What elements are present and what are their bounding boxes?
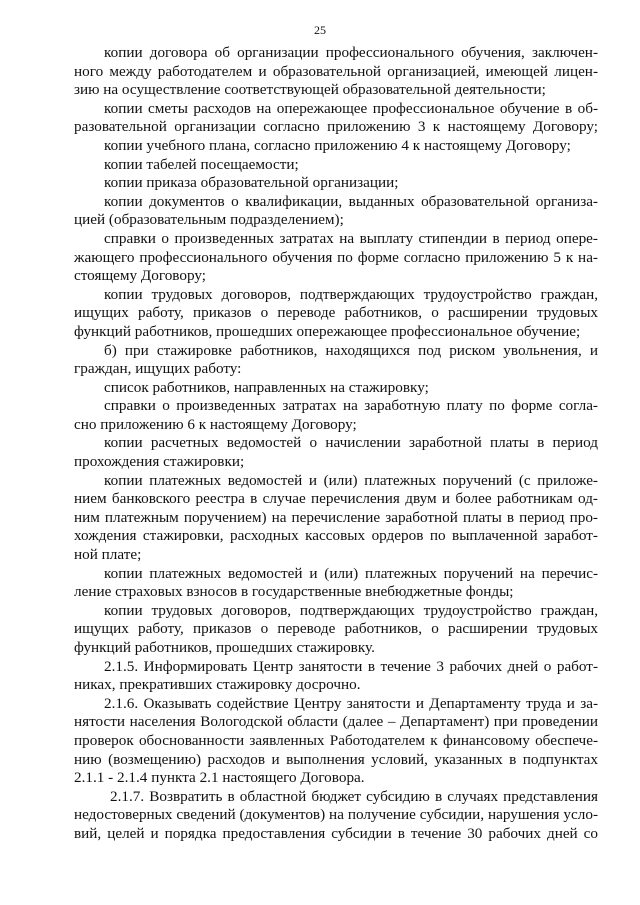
text-line: проверок обоснованности заявленных Работодателем к финансовому обеспече-	[74, 731, 598, 749]
text-line: нию (возмещению) расходов и выполнения условий, указанных в подпунктах	[74, 750, 598, 768]
text-line: функций работников, прошедших опережающее профессиональное обучение;	[74, 322, 581, 340]
text-line: хождения стажировки, расходных кассовых ордеров по выплаченной заработ-	[74, 527, 598, 545]
text-line: ним платежным поручением) на перечисление заработной платы в период про-	[74, 508, 598, 526]
text-line: вий, целей и порядка предоставления субсидии в течение 30 рабочих дней со	[74, 824, 598, 842]
text-line: нием банковского реестра в случае перечисления двум и более работникам од-	[74, 490, 598, 508]
text-line: справки о произведенных затратах на заработную плату по форме согла-	[104, 397, 598, 415]
text-line: разовательной организации согласно приложению 3 к настоящему Договору;	[74, 118, 598, 136]
text-line: сно приложению 6 к настоящему Договору;	[74, 415, 357, 433]
text-line: копии сметы расходов на опережающее профессиональное обучение в об-	[104, 99, 598, 117]
text-line: копии документов о квалификации, выданных образовательной организа-	[104, 192, 598, 210]
text-line: 2.1.5. Информировать Центр занятости в течение 3 рабочих дней о работ-	[104, 657, 598, 675]
text-line: ного между работодателем и образовательной организацией, имеющей лицен-	[74, 62, 598, 80]
text-line: функций работников, прошедших стажировку.	[74, 639, 375, 656]
text-line: граждан, ищущих работу:	[74, 360, 242, 378]
text-line: список работников, направленных на стажировку;	[104, 378, 429, 396]
text-line: копии платежных ведомостей и (или) платежных поручений (с приложе-	[104, 471, 598, 489]
text-line: ищущих работу, приказов о переводе работников, о расширении трудовых	[74, 304, 598, 322]
text-line: 2.1.7. Возвратить в областной бюджет субсидию в случаях представления	[110, 787, 598, 805]
text-line: копии учебного плана, согласно приложению 4 к настоящему Договору;	[104, 136, 571, 154]
document-body	[74, 44, 598, 844]
text-line: цией (образовательным подразделением);	[74, 211, 344, 229]
text-line: зию на осуществление соответствующей образовательной деятельности;	[74, 81, 546, 99]
text-line: недостоверных сведений (документов) на получение субсидии, нарушения усло-	[74, 806, 598, 824]
text-line: ной плате;	[74, 546, 142, 564]
text-line: копии трудовых договоров, подтверждающих трудоустройство граждан,	[104, 285, 598, 303]
text-line: жающего профессионального обучения по форме согласно приложению 5 к на-	[74, 248, 598, 266]
text-line: нятости населения Вологодской области (далее – Департамент) при проведении	[74, 713, 598, 731]
text-line: прохождения стажировки;	[74, 453, 245, 471]
text-line: копии приказа образовательной организации;	[104, 174, 399, 192]
text-line: копии расчетных ведомостей о начислении заработной платы в период	[104, 434, 598, 452]
text-line: копии договора об организации профессионального обучения, заключен-	[104, 44, 598, 61]
text-line: 2.1.6. Оказывать содействие Центру занятости и Департаменту труда и за-	[104, 694, 598, 712]
page-number: 25	[314, 23, 326, 37]
text-line: б) при стажировке работников, находящихся под риском увольнения, и	[104, 341, 598, 359]
text-line: копии трудовых договоров, подтверждающих трудоустройство граждан,	[104, 601, 598, 619]
text-line: никах, прекративших стажировку досрочно.	[74, 676, 361, 694]
text-line: копии платежных ведомостей и (или) платежных поручений на перечис-	[104, 564, 598, 582]
text-line: ление страховых взносов в государственные внебюджетные фонды;	[74, 583, 514, 601]
text-line: ищущих работу, приказов о переводе работников, о расширении трудовых	[74, 620, 598, 638]
text-line: копии табелей посещаемости;	[104, 155, 299, 173]
text-line: 2.1.1 - 2.1.4 пункта 2.1 настоящего Договора.	[74, 769, 365, 787]
text-line: стоящему Договору;	[74, 267, 206, 285]
text-line: справки о произведенных затратах на выплату стипендии в период опере-	[104, 229, 598, 247]
